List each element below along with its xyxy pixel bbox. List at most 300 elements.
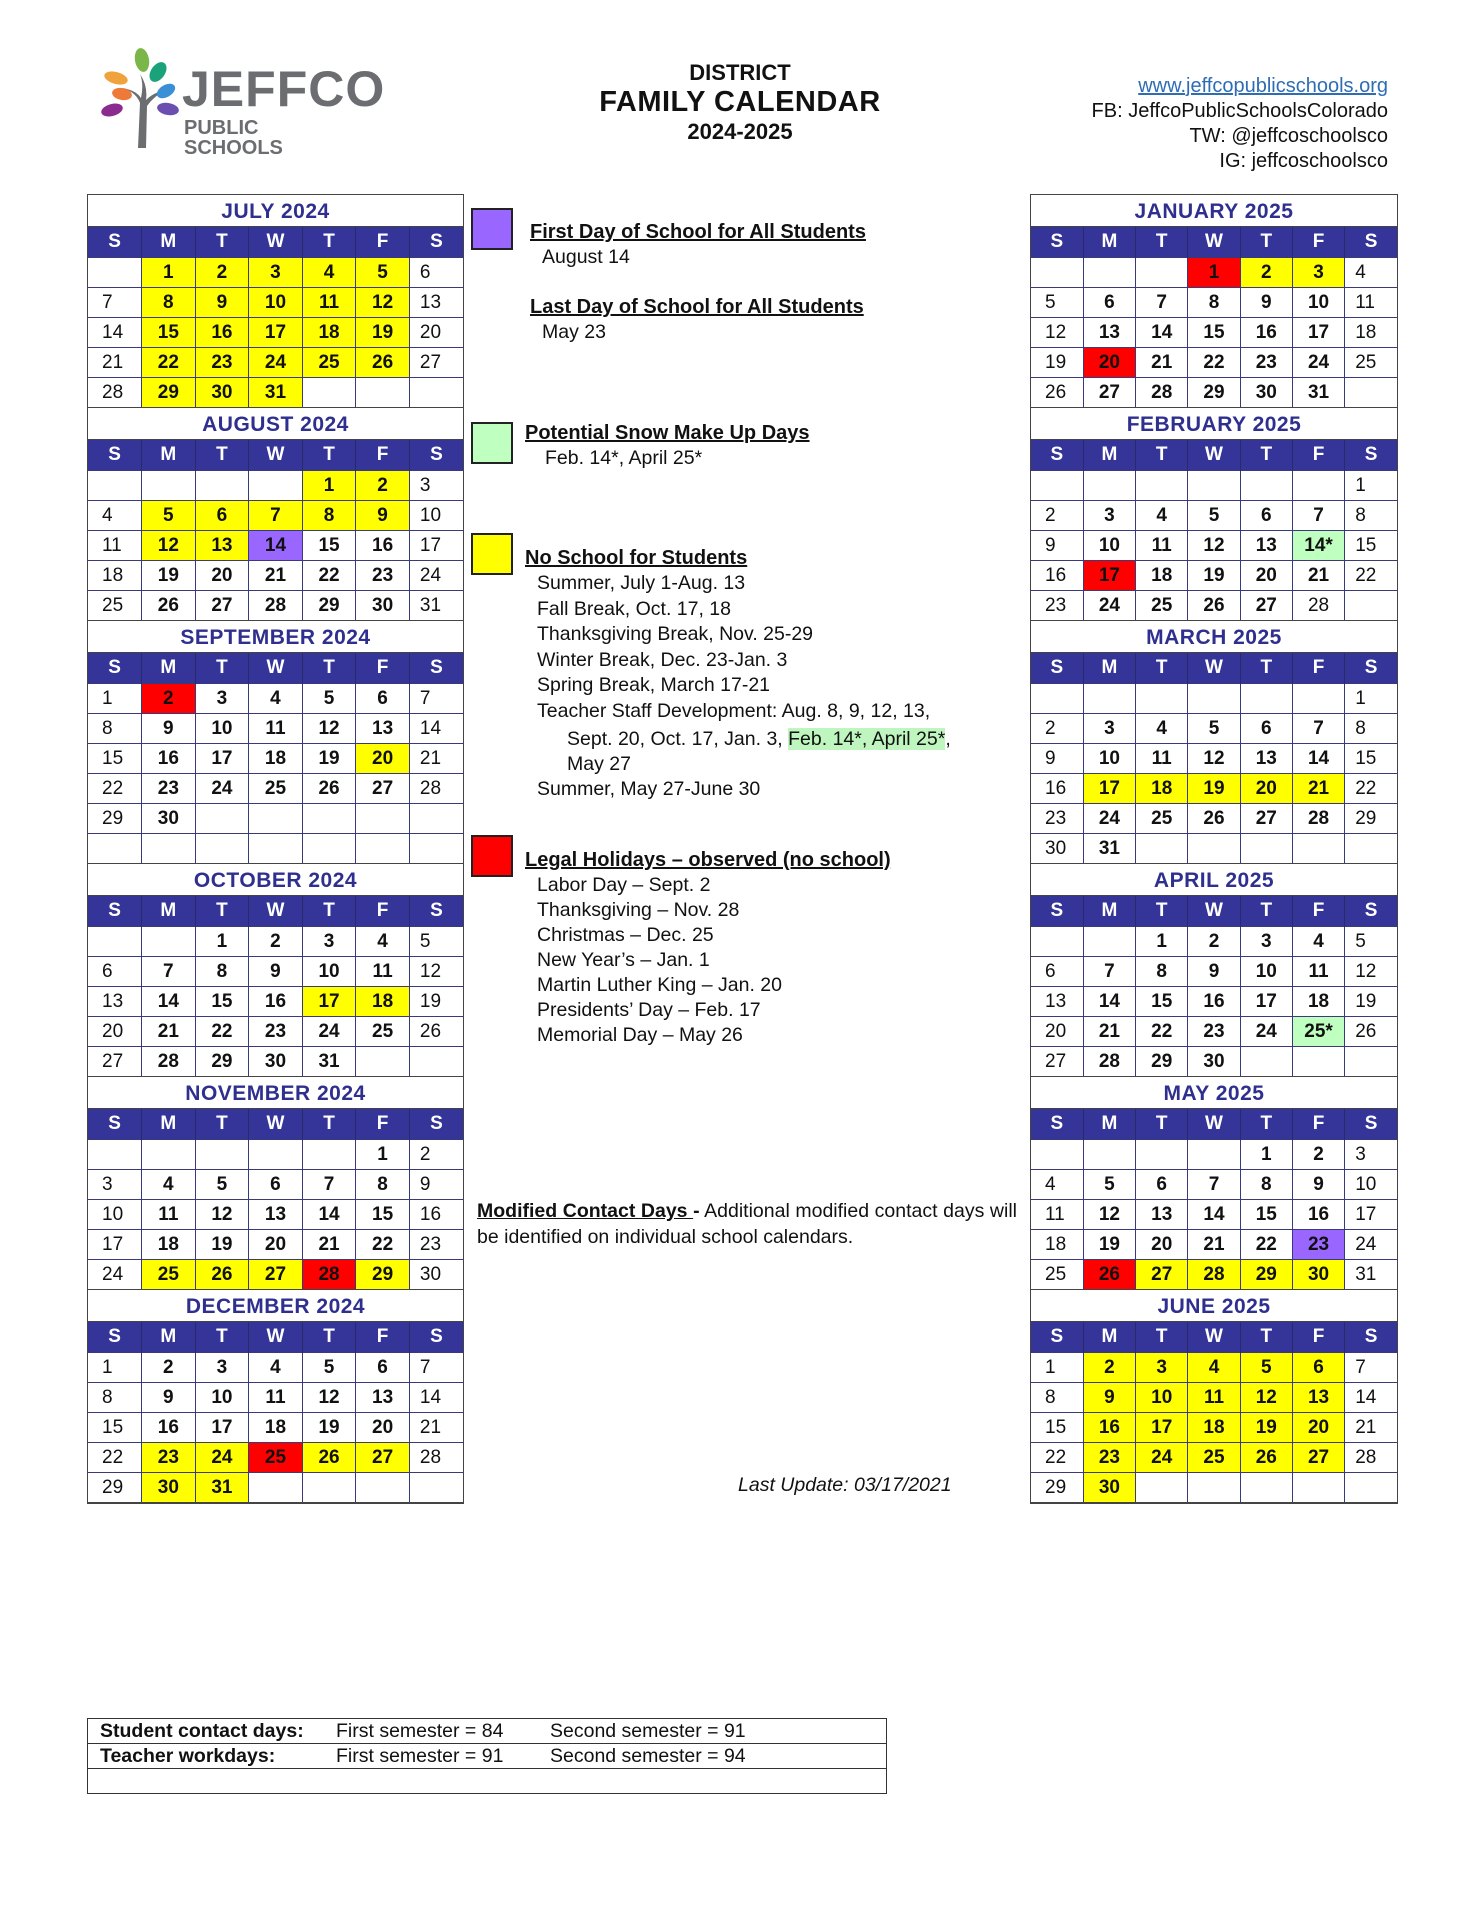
month-december [88,1290,463,1503]
day-cell: 23 [356,561,410,591]
weekday-header: S [1345,653,1397,684]
weekday-header: S [1345,1109,1397,1140]
month-title: AUGUST 2024 [88,408,463,440]
day-cell: 15 [1136,987,1188,1017]
day-cell: 11 [302,288,356,318]
empty-cell [409,834,463,864]
day-cell: 30 [249,1047,303,1077]
last-update: Last Update: 03/17/2021 [738,1474,952,1496]
weekday-header: W [1188,896,1240,927]
day-cell: 2 [142,684,196,714]
weekday-header: M [142,1322,196,1353]
day-cell: 11 [1031,1200,1083,1230]
day-cell: 6 [1292,1353,1344,1383]
day-cell: 20 [195,561,249,591]
day-cell: 7 [1083,957,1135,987]
day-cell: 21 [409,1413,463,1443]
day-cell: 30 [1031,834,1083,864]
empty-cell [302,378,356,408]
day-cell: 21 [409,744,463,774]
day-cell: 9 [356,501,410,531]
day-cell: 21 [1083,1017,1135,1047]
day-cell: 27 [1083,378,1135,408]
day-cell: 30 [1188,1047,1240,1077]
day-cell: 29 [1240,1260,1292,1290]
day-cell: 11 [249,1383,303,1413]
day-cell: 23 [1083,1443,1135,1473]
day-cell: 12 [195,1200,249,1230]
weekday-header: W [249,227,303,258]
month-grid [1031,440,1397,621]
empty-cell [1292,471,1344,501]
day-cell: 12 [356,288,410,318]
day-cell: 19 [302,1413,356,1443]
day-cell: 7 [1292,501,1344,531]
day-cell: 24 [88,1260,142,1290]
day-cell: 26 [302,1443,356,1473]
month-title: NOVEMBER 2024 [88,1077,463,1109]
day-cell: 5 [142,501,196,531]
empty-cell [1031,471,1083,501]
day-cell: 11 [1136,744,1188,774]
weekday-header: F [356,1322,410,1353]
empty-cell [356,1473,410,1503]
day-cell: 6 [249,1170,303,1200]
weekday-header: S [409,440,463,471]
day-cell: 15 [195,987,249,1017]
empty-cell [249,1140,303,1170]
logo-subtitle: PUBLIC SCHOOLS [184,117,283,159]
day-cell: 7 [1345,1353,1397,1383]
day-cell: 27 [409,348,463,378]
contact-info [1092,74,1388,174]
day-cell: 23 [1031,591,1083,621]
day-cell: 22 [1136,1017,1188,1047]
day-cell: 1 [1345,684,1397,714]
day-cell: 7 [1188,1170,1240,1200]
day-cell: 5 [1188,501,1240,531]
day-cell: 16 [249,987,303,1017]
day-cell: 29 [142,378,196,408]
no-school-tsd-line3: May 27 [567,753,631,775]
month-november [88,1077,463,1290]
day-cell: 28 [302,1260,356,1290]
month-title: SEPTEMBER 2024 [88,621,463,653]
day-cell: 19 [1083,1230,1135,1260]
weekday-header: S [1345,440,1397,471]
modified-text: Additional modified contact days will be identified on individual school calendars. [477,1200,1017,1248]
jeffco-logo [100,48,386,159]
day-cell: 1 [142,258,196,288]
weekday-header: T [1240,440,1292,471]
empty-cell [1188,834,1240,864]
day-cell: 18 [356,987,410,1017]
day-cell: 10 [1083,531,1135,561]
day-cell: 28 [1292,804,1344,834]
day-cell: 19 [1345,987,1397,1017]
empty-cell [1240,684,1292,714]
day-cell: 27 [88,1047,142,1077]
day-cell: 17 [1083,561,1135,591]
empty-cell [88,471,142,501]
empty-cell [142,471,196,501]
day-cell: 15 [88,744,142,774]
day-cell: 6 [1136,1170,1188,1200]
day-cell: 7 [1292,714,1344,744]
day-cell: 29 [356,1260,410,1290]
day-cell: 21 [142,1017,196,1047]
day-cell: 21 [88,348,142,378]
day-cell: 19 [356,318,410,348]
weekday-header: F [356,896,410,927]
day-cell: 20 [1136,1230,1188,1260]
empty-cell [1292,684,1344,714]
month-grid [1031,227,1397,408]
month-july [88,195,463,408]
day-cell: 13 [1240,531,1292,561]
legend-list-item: Spring Break, March 17-21 [537,674,771,696]
weekday-header: F [1292,1109,1344,1140]
day-cell: 5 [409,927,463,957]
weekday-header: T [195,1322,249,1353]
month-title: APRIL 2025 [1031,864,1397,896]
weekday-header: M [1083,227,1135,258]
day-cell: 19 [1188,774,1240,804]
weekday-header: T [1136,653,1188,684]
day-cell: 10 [1292,288,1344,318]
summary-label: Teacher workdays: [100,1744,276,1767]
day-cell: 26 [409,1017,463,1047]
tree-logo-icon [100,48,182,148]
empty-cell [1345,591,1397,621]
day-cell: 24 [195,774,249,804]
legend-list-item: Winter Break, Dec. 23-Jan. 3 [537,648,788,671]
legend-heading-last-day: Last Day of School for All Students [530,296,864,318]
day-cell: 22 [142,348,196,378]
day-cell: 15 [1345,531,1397,561]
day-cell: 14 [88,318,142,348]
day-cell: 25 [1345,348,1397,378]
day-cell: 19 [409,987,463,1017]
weekday-header: M [1083,653,1135,684]
weekday-header: T [195,227,249,258]
weekday-header: S [1031,1322,1083,1353]
month-title: MAY 2025 [1031,1077,1397,1109]
day-cell: 13 [88,987,142,1017]
day-cell: 18 [249,1413,303,1443]
summary-table [87,1718,887,1794]
day-cell: 18 [142,1230,196,1260]
day-cell: 24 [1345,1230,1397,1260]
day-cell: 12 [1188,531,1240,561]
day-cell: 18 [1136,561,1188,591]
empty-cell [1083,258,1135,288]
day-cell: 10 [1136,1383,1188,1413]
legend-swatch-first-day [471,208,513,250]
empty-cell [409,1047,463,1077]
website-link[interactable]: www.jeffcopublicschools.org [1138,75,1388,97]
weekday-header: W [249,1322,303,1353]
day-cell: 17 [1240,987,1292,1017]
day-cell: 20 [1240,561,1292,591]
summary-row-empty [88,1769,887,1794]
day-cell: 4 [1292,927,1344,957]
day-cell: 27 [1292,1443,1344,1473]
day-cell: 14 [1136,318,1188,348]
day-cell: 24 [249,348,303,378]
day-cell: 25 [356,1017,410,1047]
empty-cell [1031,684,1083,714]
day-cell: 1 [302,471,356,501]
day-cell: 16 [409,1200,463,1230]
day-cell: 27 [1240,804,1292,834]
legend-list-item: Christmas – Dec. 25 [537,924,714,946]
day-cell: 25* [1292,1017,1344,1047]
day-cell: 29 [1031,1473,1083,1503]
weekday-header: T [195,653,249,684]
day-cell: 30 [142,804,196,834]
day-cell: 23 [249,1017,303,1047]
day-cell: 10 [409,501,463,531]
day-cell: 25 [142,1260,196,1290]
day-cell: 5 [302,1353,356,1383]
day-cell: 17 [409,531,463,561]
empty-cell [1240,1047,1292,1077]
empty-cell [1188,471,1240,501]
weekday-header: S [409,653,463,684]
legend-list-item: Summer, July 1-Aug. 13 [537,572,746,594]
day-cell: 28 [1136,378,1188,408]
day-cell: 10 [1345,1170,1397,1200]
day-cell: 13 [356,714,410,744]
empty-cell [302,1140,356,1170]
empty-cell [1083,927,1135,957]
day-cell: 5 [1345,927,1397,957]
day-cell: 16 [142,1413,196,1443]
empty-cell [409,378,463,408]
day-cell: 15 [1188,318,1240,348]
empty-cell [1345,1047,1397,1077]
empty-cell [1136,1473,1188,1503]
day-cell: 16 [1240,318,1292,348]
weekday-header: M [142,440,196,471]
weekday-header: M [142,653,196,684]
day-cell: 11 [1345,288,1397,318]
empty-cell [409,1473,463,1503]
day-cell: 26 [195,1260,249,1290]
empty-cell [1188,1473,1240,1503]
weekday-header: S [1031,896,1083,927]
weekday-header: W [249,653,303,684]
day-cell: 2 [1240,258,1292,288]
day-cell: 10 [1240,957,1292,987]
day-cell: 14 [1345,1383,1397,1413]
summary-label: Student contact days: [100,1719,304,1742]
day-cell: 25 [302,348,356,378]
empty-cell [195,804,249,834]
day-cell: 30 [1083,1473,1135,1503]
day-cell: 15 [356,1200,410,1230]
weekday-header: W [1188,1322,1240,1353]
month-title: JULY 2024 [88,195,463,227]
legend-last-day-value: May 23 [542,321,606,343]
day-cell: 9 [249,957,303,987]
day-cell: 22 [1031,1443,1083,1473]
tsd-comma: , [945,728,951,750]
modified-dash: - [693,1200,700,1222]
month-grid [1031,1109,1397,1290]
day-cell: 3 [409,471,463,501]
day-cell: 30 [409,1260,463,1290]
weekday-header: F [356,653,410,684]
weekday-header: M [1083,440,1135,471]
month-march [1031,621,1397,864]
day-cell: 13 [1083,318,1135,348]
weekday-header: W [1188,1109,1240,1140]
day-cell: 7 [1136,288,1188,318]
day-cell: 17 [88,1230,142,1260]
day-cell: 20 [1240,774,1292,804]
day-cell: 11 [88,531,142,561]
day-cell: 25 [249,774,303,804]
month-october [88,864,463,1077]
day-cell: 19 [302,744,356,774]
day-cell: 14* [1292,531,1344,561]
empty-cell [1345,834,1397,864]
weekday-header: M [142,227,196,258]
day-cell: 26 [1240,1443,1292,1473]
day-cell: 13 [1240,744,1292,774]
empty-cell [1136,471,1188,501]
day-cell: 24 [1240,1017,1292,1047]
day-cell: 26 [142,591,196,621]
day-cell: 30 [1292,1260,1344,1290]
weekday-header: M [1083,1109,1135,1140]
month-grid [1031,1322,1397,1503]
day-cell: 15 [1345,744,1397,774]
day-cell: 12 [1031,318,1083,348]
weekday-header: T [1136,1109,1188,1140]
day-cell: 20 [356,744,410,774]
weekday-header: F [356,440,410,471]
day-cell: 18 [1345,318,1397,348]
weekday-header: S [409,1322,463,1353]
weekday-header: S [88,896,142,927]
day-cell: 17 [302,987,356,1017]
day-cell: 16 [356,531,410,561]
day-cell: 9 [142,714,196,744]
tsd-snow-highlight: Feb. 14*, April 25* [788,728,946,750]
day-cell: 17 [1345,1200,1397,1230]
facebook-handle: FB: JeffcoPublicSchoolsColorado [1091,100,1388,122]
day-cell: 6 [356,1353,410,1383]
legend-list-item: Memorial Day – May 26 [537,1024,743,1046]
weekday-header: T [302,1109,356,1140]
month-january [1031,195,1397,408]
day-cell: 7 [302,1170,356,1200]
day-cell: 13 [1136,1200,1188,1230]
modified-contact-days-note [477,1198,1017,1250]
empty-cell [1083,471,1135,501]
day-cell: 4 [1188,1353,1240,1383]
instagram-handle: IG: jeffcoschoolsco [1219,150,1388,172]
empty-cell [1083,684,1135,714]
day-cell: 27 [1136,1260,1188,1290]
day-cell: 22 [302,561,356,591]
day-cell: 3 [249,258,303,288]
day-cell: 23 [1188,1017,1240,1047]
twitter-handle: TW: @jeffcoschoolsco [1189,125,1388,147]
day-cell: 24 [195,1443,249,1473]
title-line-family-calendar: FAMILY CALENDAR [599,86,881,118]
weekday-header: F [1292,896,1344,927]
month-grid [88,1109,463,1290]
day-cell: 8 [88,714,142,744]
day-cell: 2 [409,1140,463,1170]
day-cell: 4 [88,501,142,531]
day-cell: 28 [1345,1443,1397,1473]
day-cell: 15 [88,1413,142,1443]
day-cell: 29 [1188,378,1240,408]
day-cell: 3 [1292,258,1344,288]
day-cell: 8 [1240,1170,1292,1200]
empty-cell [88,258,142,288]
day-cell: 17 [1083,774,1135,804]
day-cell: 19 [1031,348,1083,378]
legend-swatch-holidays [471,835,513,877]
day-cell: 4 [249,1353,303,1383]
day-cell: 16 [1031,774,1083,804]
weekday-header: T [195,440,249,471]
weekday-header: W [249,440,303,471]
month-february [1031,408,1397,621]
legend-list-item: Martin Luther King – Jan. 20 [537,974,782,996]
day-cell: 23 [1240,348,1292,378]
weekday-header: W [1188,440,1240,471]
day-cell: 2 [195,258,249,288]
month-grid [88,1322,463,1503]
day-cell: 17 [249,318,303,348]
day-cell: 9 [409,1170,463,1200]
summary-second-semester: Second semester = 94 [550,1744,746,1767]
day-cell: 5 [356,258,410,288]
legend-list-item: Teacher Staff Development: Aug. 8, 9, 12, 13, [537,699,931,722]
day-cell: 25 [1136,804,1188,834]
day-cell: 22 [1240,1230,1292,1260]
legend-heading-no-school: No School for Students [525,547,748,569]
day-cell: 2 [142,1353,196,1383]
legend-list-item: Presidents’ Day – Feb. 17 [537,999,761,1021]
legend-list-item: Thanksgiving Break, Nov. 25-29 [537,623,814,645]
day-cell: 20 [249,1230,303,1260]
month-title: MARCH 2025 [1031,621,1397,653]
day-cell: 16 [195,318,249,348]
day-cell: 31 [409,591,463,621]
day-cell: 31 [1292,378,1344,408]
day-cell: 3 [1240,927,1292,957]
day-cell: 9 [1031,531,1083,561]
modified-heading: Modified Contact Days [477,1200,694,1222]
day-cell: 8 [1031,1383,1083,1413]
day-cell: 10 [195,714,249,744]
day-cell: 28 [409,1443,463,1473]
day-cell: 18 [88,561,142,591]
empty-cell [249,471,303,501]
day-cell: 23 [142,774,196,804]
day-cell: 8 [1345,501,1397,531]
empty-cell [1240,834,1292,864]
day-cell: 28 [142,1047,196,1077]
